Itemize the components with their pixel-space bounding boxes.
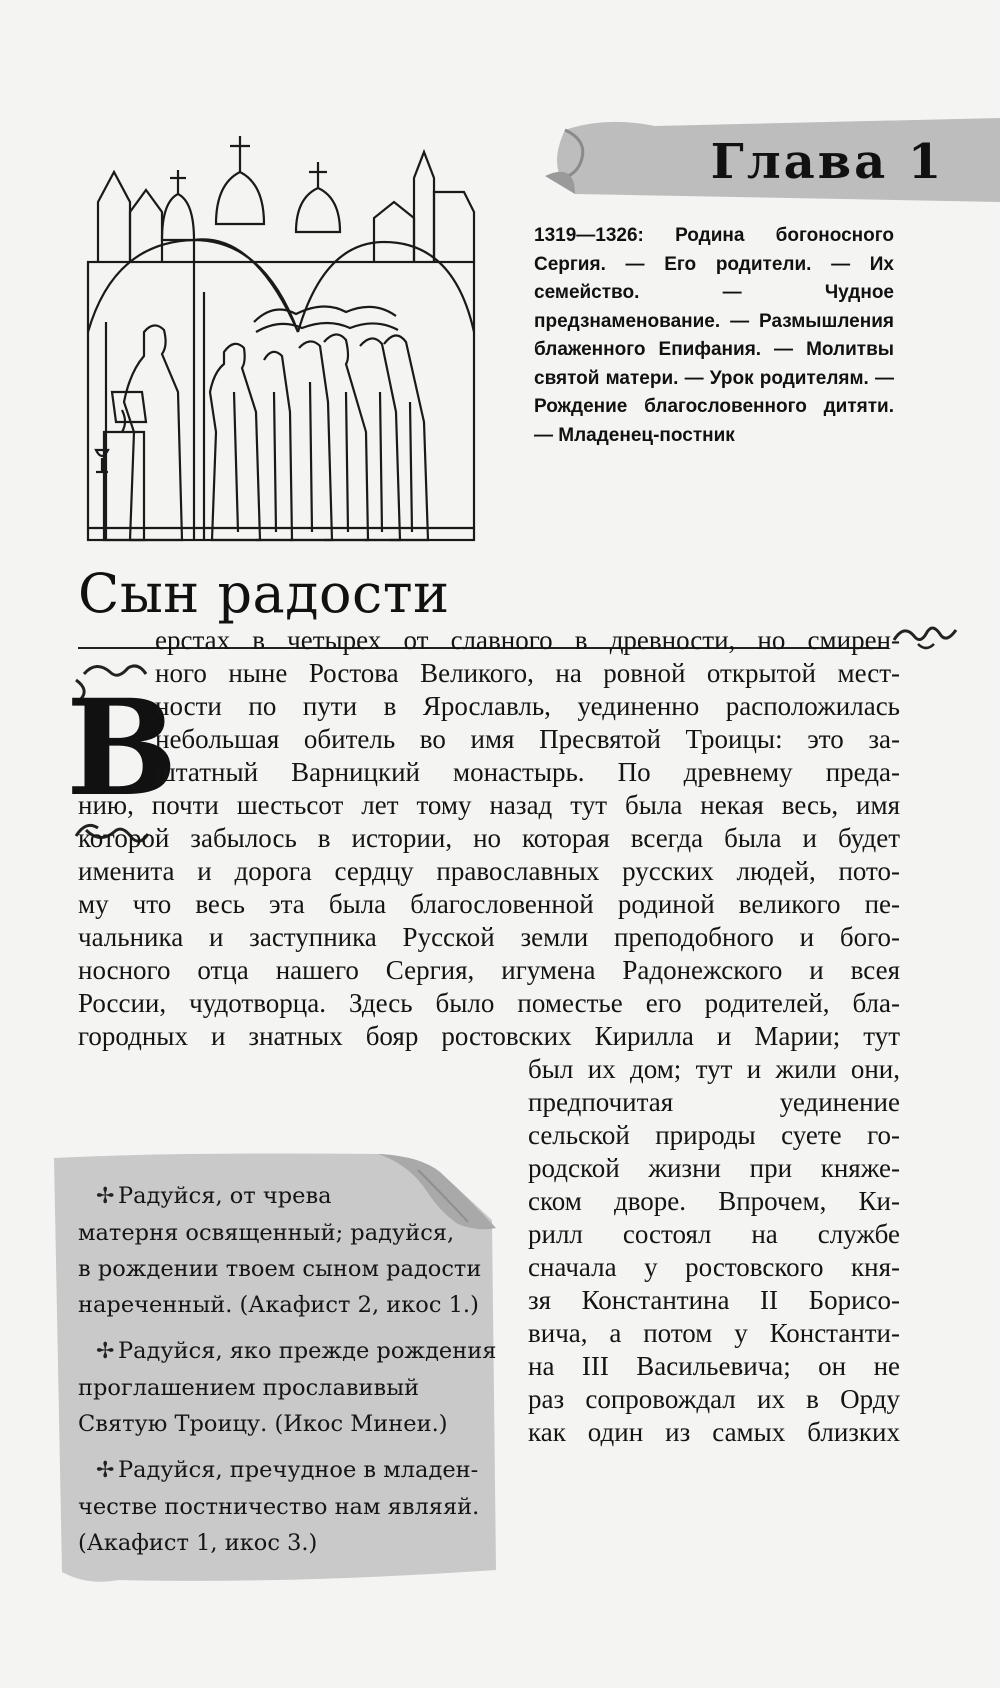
body-line: вича, а потом у Константи- [528, 1318, 900, 1348]
church-illustration [84, 132, 480, 546]
body-line: предпочитая уединение [528, 1087, 900, 1117]
chapter-title: Глава 1 [710, 134, 945, 190]
body-line: сначала у ростовского кня- [528, 1252, 900, 1282]
akathist-quote [78, 1452, 478, 1561]
body-line: ности по пути в Ярославль, уединенно расположилась [155, 691, 900, 721]
body-line: рилл состоял на службе [528, 1219, 900, 1249]
quote-line: Святую Троицу. (Икос Минеи.) [78, 1411, 448, 1437]
body-line: сельской природы суете го- [528, 1120, 900, 1150]
drop-cap-letter: В [66, 671, 178, 826]
body-line: городных и знатных бояр ростовских Кирилла и Марии; тут [78, 1021, 900, 1051]
body-line: родской жизни при княже- [528, 1153, 900, 1183]
akathist-quote [78, 1333, 497, 1442]
akathist-quotes [78, 1178, 497, 1571]
quote-line: ✢ Радуйся, пречудное в младен- [78, 1452, 478, 1489]
body-line: чальника и заступника Русской земли преподобного и бого- [78, 922, 900, 952]
body-line: России, чудотворца. Здесь было поместье его родителей, бла- [78, 988, 900, 1018]
body-line: штатный Варницкий монастырь. По древнему преда- [155, 757, 900, 787]
quote-line: честве постничество нам являяй. [78, 1494, 480, 1520]
cross-star-icon: ✢ [96, 1458, 115, 1483]
body-line: был их дом; тут и жили они, [528, 1054, 900, 1084]
quote-line: ✢ Радуйся, от чрева [78, 1178, 478, 1215]
cross-star-icon: ✢ [96, 1184, 115, 1209]
quote-line: нареченный. (Акафист 2, икос 1.) [78, 1292, 479, 1318]
body-line: раз сопровождал их в Орду [528, 1384, 900, 1414]
chapter-summary: 1319—1326: Родина богоносного Сергия. — Его родители. — Их семейство. — Чудное предзнаменование. — Размышления блаженного Епифания. — Молитвы святой матери. — Урок родителям. — Рождение благословенного дитяти. — Младенец-постник [534, 225, 894, 446]
body-line: ного ныне Ростова Великого, на ровной открытой мест- [155, 658, 900, 688]
body-line: ском дворе. Впрочем, Ки- [528, 1186, 900, 1216]
body-line: зя Константина II Борисо- [528, 1285, 900, 1315]
cross-star-icon: ✢ [96, 1339, 115, 1364]
body-line: как один из самых близких [528, 1417, 900, 1447]
akathist-quote [78, 1178, 482, 1323]
section-title: Сын радости [78, 562, 450, 625]
body-line: небольшая обитель во имя Пресвятой Троицы: это за- [155, 724, 900, 754]
quote-line: (Акафист 1, икос 3.) [78, 1530, 318, 1556]
quote-line: ✢ Радуйся, яко прежде рождения [78, 1333, 478, 1370]
body-line: именита и дорога сердцу православных русских людей, пото- [78, 856, 900, 886]
body-line: носного отца нашего Сергия, игумена Радонежского и всея [78, 955, 900, 985]
quote-line: проглашением прославивый [78, 1375, 420, 1401]
body-line: ерстах в четырех от славного в древности, но смирен- [155, 625, 900, 655]
body-line: му что весь эта была благословенной родиной великого пе- [78, 889, 900, 919]
body-line: которой забылось в истории, но которая всегда была и будет [78, 823, 900, 853]
flourish-ornament-icon [890, 618, 960, 652]
quote-line: в рождении твоем сыном радости [78, 1256, 482, 1282]
quote-line: матерня освященный; радуйся, [78, 1220, 455, 1246]
chapter-banner [545, 112, 1000, 212]
body-line: на III Васильевича; он не [528, 1351, 900, 1381]
body-line: нию, почти шестьсот лет тому назад тут была некая весь, имя [78, 790, 900, 820]
